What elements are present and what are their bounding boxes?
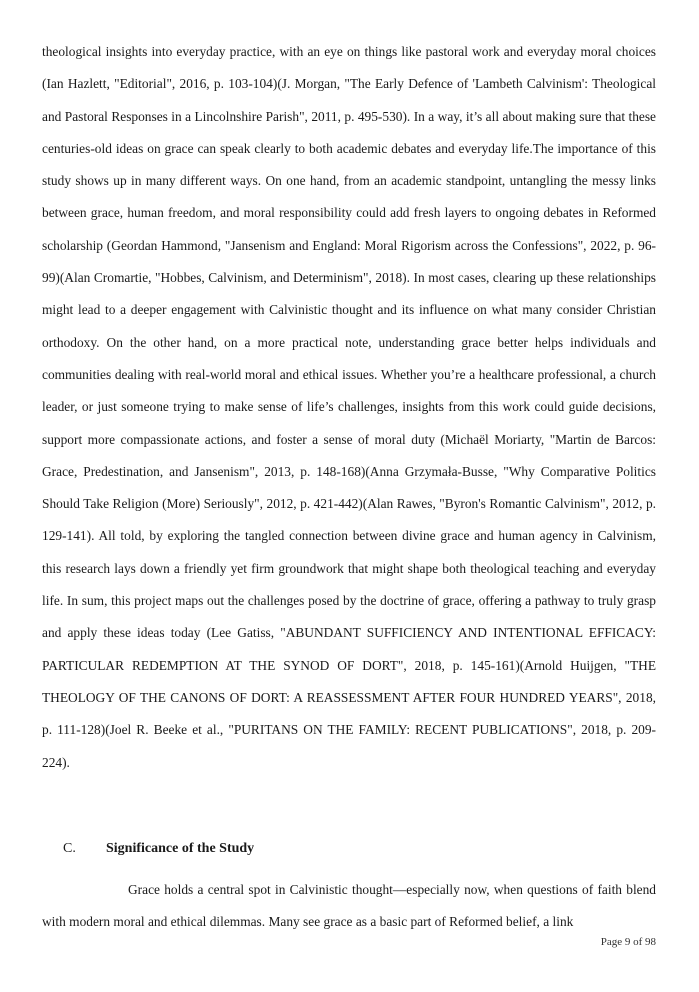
- section-title: Significance of the Study: [106, 841, 255, 856]
- section-heading: [63, 835, 254, 863]
- section-letter: C.: [63, 841, 76, 856]
- continuation-paragraph: theological insights into everyday practice, with an eye on things like pastoral work and everyday moral choices (Ian Hazlett, "Editorial", 2016, p. 103-104)(J. Morgan, "The Early Defence of 'Lambeth Calvinism': Theological and Pastoral Responses in a Lincolnshire Parish", 2011, p. 495-530). In a way, it’s all about making sure that these centuries-old ideas on grace can speak clearly to both academic debates and everyday life.The importance of this study shows up in many different ways. On one hand, from an academic standpoint, untangling the messy links between grace, human freedom, and moral responsibility could add fresh layers to ongoing debates in Reformed scholarship (Geordan Hammond, "Jansenism and England: Moral Rigorism across the Confessions", 2022, p. 96-99)(Alan Cromartie, "Hobbes, Calvinism, and Determinism", 2018). In most cases, clearing up these relationships might lead to a deeper engagement with Calvinistic thought and its influence on what many consider Christian orthodoxy. On the other hand, on a more practical note, understanding grace better helps individuals and communities dealing with real-world moral and ethical issues. Whether you’re a healthcare professional, a church leader, or just someone trying to make sense of life’s challenges, insights from this work could guide decisions, support more compassionate actions, and foster a sense of moral duty (Michaël Moriarty, "Martin de Barcos: Grace, Predestination, and Jansenism", 2013, p. 148-168)(Anna Grzymała-Busse, "Why Comparative Politics Should Take Religion (More) Seriously", 2012, p. 421-442)(Alan Rawes, "Byron's Romantic Calvinism", 2012, p. 129-141). All told, by exploring the tangled connection between divine grace and human agency in Calvinism, this research lays down a friendly yet firm groundwork that might shape both theological teaching and everyday life. In sum, this project maps out the challenges posed by the doctrine of grace, offering a pathway to truly grasp and apply these ideas today (Lee Gatiss, "ABUNDANT SUFFICIENCY AND INTENTIONAL EFFICACY: PARTICULAR REDEMPTION AT THE SYNOD OF DORT", 2018, p. 145-161)(Arnold Huijgen, "THE THEOLOGY OF THE CANONS OF DORT: A REASSESSMENT AFTER FOUR HUNDRED YEARS", 2018, p. 111-128)(Joel R. Beeke et al., "PURITANS ON THE FAMILY: RECENT PUBLICATIONS", 2018, p. 209-224).: [42, 44, 656, 770]
- section-paragraph: Grace holds a central spot in Calvinistic thought—especially now, when questions of faith blend with modern moral and ethical dilemmas. Many see grace as a basic part of Reformed belief, a link: [42, 882, 656, 930]
- page-number: Page 9 of 98: [600, 936, 656, 948]
